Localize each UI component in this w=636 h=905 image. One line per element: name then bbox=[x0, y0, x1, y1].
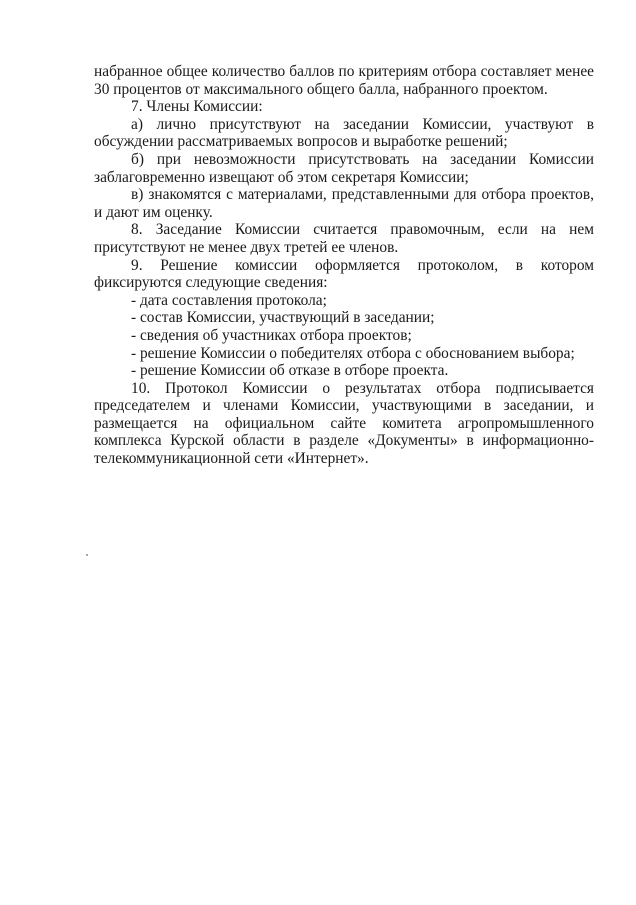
paragraph-item-7b: б) при невозможности присутствовать на заседании Комиссии заблаговременно извещают об этом секретаря Комиссии; bbox=[94, 150, 594, 186]
paragraph-item-9: 9. Решение комиссии оформляется протоколом, в котором фиксируются следующие сведения: bbox=[94, 256, 594, 292]
paragraph-item-7a: а) лично присутствуют на заседании Комиссии, участвуют в обсуждении рассматриваемых вопросов и выработке решений; bbox=[94, 115, 594, 151]
paragraph-item-7-heading: 7. Члены Комиссии: bbox=[131, 98, 263, 116]
list-item-protocol-date: - дата составления протокола; bbox=[131, 291, 327, 309]
list-item-refusal-decision: - решение Комиссии об отказе в отборе проекта. bbox=[131, 362, 449, 380]
scan-speck bbox=[86, 554, 88, 556]
list-item-winners-decision: - решение Комиссии о победителях отбора с обоснованием выбора; bbox=[131, 344, 575, 362]
list-item-participants: - сведения об участниках отбора проектов; bbox=[131, 326, 412, 344]
paragraph-continuation: набранное общее количество баллов по критериям отбора составляет менее 30 процентов от максимального общего балла, набранного проектом. bbox=[94, 63, 594, 98]
paragraph-item-10: 10. Протокол Комиссии о результатах отбора подписывается председателем и членами Комиссии, участвующими в заседании, и размещается на официальном сайте комитета агропромышленного комплекса Курской области в разделе «Документы» в информационно-телекоммуникационной сети «Интернет». bbox=[94, 379, 594, 468]
paragraph-item-7c: в) знакомятся с материалами, представленными для отбора проектов, и дают им оценку. bbox=[94, 186, 594, 221]
paragraph-item-8: 8. Заседание Комиссии считается правомочным, если на нем присутствуют не менее двух третей ее членов. bbox=[94, 221, 594, 256]
list-item-commission-composition: - состав Комиссии, участвующий в заседании; bbox=[131, 309, 435, 327]
document-body bbox=[94, 63, 594, 468]
